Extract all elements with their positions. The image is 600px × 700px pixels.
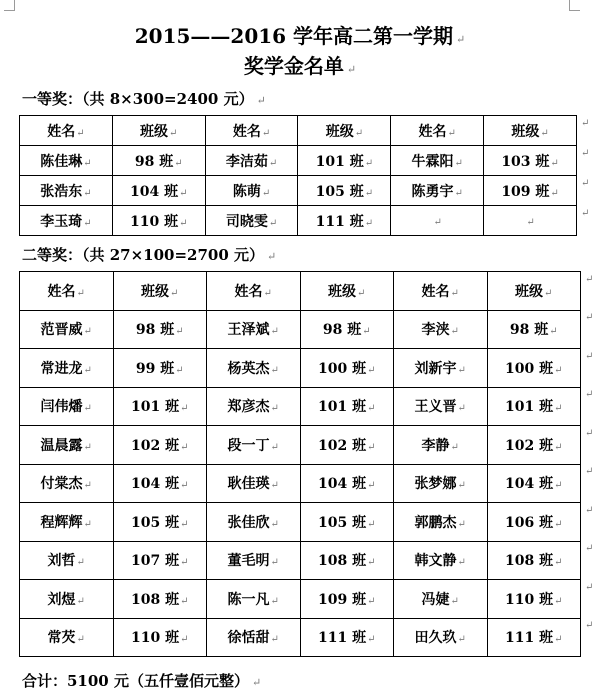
page-corner-mark-left — [4, 0, 15, 11]
header-cell: 姓名↵ — [391, 116, 484, 146]
class-cell: 110 班↵ — [112, 206, 205, 236]
row-end-mark: ↵ — [585, 466, 594, 477]
class-cell: 111 班↵ — [487, 618, 581, 657]
class-cell: ↵ — [484, 206, 577, 236]
class-cell: 98 班↵ — [113, 310, 207, 349]
class-cell: 104 班↵ — [487, 464, 581, 503]
name-cell: 陈勇宇↵ — [391, 176, 484, 206]
name-cell: 刘煜↵ — [20, 580, 114, 619]
name-cell: 陈佳琳↵ — [20, 146, 113, 176]
row-end-mark: ↵ — [585, 389, 594, 400]
name-cell: 付棠杰↵ — [20, 464, 114, 503]
class-cell: 106 班↵ — [487, 503, 581, 542]
name-cell: 张佳欣↵ — [207, 503, 301, 542]
name-cell: 李玉琦↵ — [20, 206, 113, 236]
name-cell: 董毛明↵ — [207, 541, 301, 580]
first-prize-header-row — [20, 116, 577, 146]
name-cell: 范晋威↵ — [20, 310, 114, 349]
name-cell: 李洁茹↵ — [205, 146, 298, 176]
class-cell: 100 班↵ — [487, 349, 581, 388]
header-cell: 姓名↵ — [20, 272, 114, 311]
name-cell: 常进龙↵ — [20, 349, 114, 388]
name-cell: 杨英杰↵ — [207, 349, 301, 388]
name-cell: 冯婕↵ — [394, 580, 488, 619]
name-cell: 李静↵ — [394, 426, 488, 465]
table-row — [20, 426, 581, 465]
class-cell: 109 班↵ — [484, 176, 577, 206]
name-cell: 徐恬甜↵ — [207, 618, 301, 657]
name-cell: 刘新宇↵ — [394, 349, 488, 388]
class-cell: 108 班↵ — [113, 580, 207, 619]
name-cell: 温晨露↵ — [20, 426, 114, 465]
class-cell: 101 班↵ — [113, 387, 207, 426]
first-prize-table — [19, 115, 577, 236]
name-cell: 陈萌↵ — [205, 176, 298, 206]
row-end-mark: ↵ — [581, 147, 590, 159]
class-cell: 98 班↵ — [487, 310, 581, 349]
name-cell: 郭鹏杰↵ — [394, 503, 488, 542]
name-cell: 刘哲↵ — [20, 541, 114, 580]
table-row — [20, 464, 581, 503]
class-cell: 111 班↵ — [300, 618, 394, 657]
header-cell: 班级↵ — [112, 116, 205, 146]
table-row — [20, 176, 577, 206]
name-cell: 李浃↵ — [394, 310, 488, 349]
second-prize-header-row — [20, 272, 581, 311]
first-prize-heading: 一等奖：（共 8×300=2400 元） ↵ — [22, 90, 266, 108]
header-cell: 姓名↵ — [20, 116, 113, 146]
header-cell: 姓名↵ — [207, 272, 301, 311]
name-cell: 司晓雯↵ — [205, 206, 298, 236]
second-prize-heading: 二等奖：（共 27×100=2700 元） ↵ — [22, 246, 277, 264]
table-row — [20, 387, 581, 426]
header-cell: 班级↵ — [298, 116, 391, 146]
row-end-mark: ↵ — [585, 273, 594, 285]
name-cell: 郑彦杰↵ — [207, 387, 301, 426]
class-cell: 102 班↵ — [113, 426, 207, 465]
row-end-mark: ↵ — [581, 177, 590, 189]
class-cell: 110 班↵ — [487, 580, 581, 619]
header-cell: 班级↵ — [300, 272, 394, 311]
row-end-mark: ↵ — [585, 350, 594, 362]
row-end-mark: ↵ — [585, 427, 594, 439]
class-cell: 103 班↵ — [484, 146, 577, 176]
class-cell: 101 班↵ — [298, 146, 391, 176]
table-row — [20, 349, 581, 388]
row-end-mark: ↵ — [581, 117, 590, 129]
header-cell: 姓名↵ — [205, 116, 298, 146]
page-corner-mark-right — [569, 0, 580, 11]
name-cell: 耿佳瑛↵ — [207, 464, 301, 503]
header-cell: 班级↵ — [484, 116, 577, 146]
table-row — [20, 206, 577, 236]
name-cell: 韩文静↵ — [394, 541, 488, 580]
table-row — [20, 146, 577, 176]
row-end-mark: ↵ — [585, 543, 594, 554]
class-cell: 109 班↵ — [300, 580, 394, 619]
class-cell: 101 班↵ — [487, 387, 581, 426]
total-line: 合计：5100 元（五仟壹佰元整） ↵ — [22, 672, 262, 690]
row-end-mark: ↵ — [585, 581, 594, 593]
class-cell: 111 班↵ — [298, 206, 391, 236]
class-cell: 99 班↵ — [113, 349, 207, 388]
name-cell: 闫伟燔↵ — [20, 387, 114, 426]
row-end-mark: ↵ — [585, 312, 594, 323]
class-cell: 110 班↵ — [113, 618, 207, 657]
name-cell: 陈一凡↵ — [207, 580, 301, 619]
class-cell: 104 班↵ — [112, 176, 205, 206]
table-row — [20, 618, 581, 657]
class-cell: 105 班↵ — [113, 503, 207, 542]
class-cell: 100 班↵ — [300, 349, 394, 388]
name-cell: ↵ — [391, 206, 484, 236]
class-cell: 108 班↵ — [300, 541, 394, 580]
name-cell: 王泽斌↵ — [207, 310, 301, 349]
name-cell: 张浩东↵ — [20, 176, 113, 206]
class-cell: 104 班↵ — [300, 464, 394, 503]
header-cell: 姓名↵ — [394, 272, 488, 311]
row-end-mark: ↵ — [581, 207, 590, 219]
table-row — [20, 310, 581, 349]
name-cell: 田久玖↵ — [394, 618, 488, 657]
name-cell: 牛霖阳↵ — [391, 146, 484, 176]
second-prize-table — [19, 271, 581, 657]
class-cell: 101 班↵ — [300, 387, 394, 426]
name-cell: 张梦娜↵ — [394, 464, 488, 503]
class-cell: 105 班↵ — [298, 176, 391, 206]
name-cell: 程辉辉↵ — [20, 503, 114, 542]
class-cell: 98 班↵ — [300, 310, 394, 349]
table-row — [20, 541, 581, 580]
document-title: 2015——2016 学年高二第一学期 ↵ — [134, 24, 466, 48]
name-cell: 段一丁↵ — [207, 426, 301, 465]
document-subtitle: 奖学金名单 ↵ — [243, 54, 357, 78]
name-cell: 王义晋↵ — [394, 387, 488, 426]
row-end-mark: ↵ — [585, 620, 594, 631]
header-cell: 班级↵ — [487, 272, 581, 311]
name-cell: 常芡↵ — [20, 618, 114, 657]
class-cell: 107 班↵ — [113, 541, 207, 580]
class-cell: 108 班↵ — [487, 541, 581, 580]
class-cell: 102 班↵ — [487, 426, 581, 465]
row-end-mark: ↵ — [585, 504, 594, 516]
class-cell: 105 班↵ — [300, 503, 394, 542]
header-cell: 班级↵ — [113, 272, 207, 311]
class-cell: 102 班↵ — [300, 426, 394, 465]
class-cell: 98 班↵ — [112, 146, 205, 176]
table-row — [20, 580, 581, 619]
table-row — [20, 503, 581, 542]
class-cell: 104 班↵ — [113, 464, 207, 503]
